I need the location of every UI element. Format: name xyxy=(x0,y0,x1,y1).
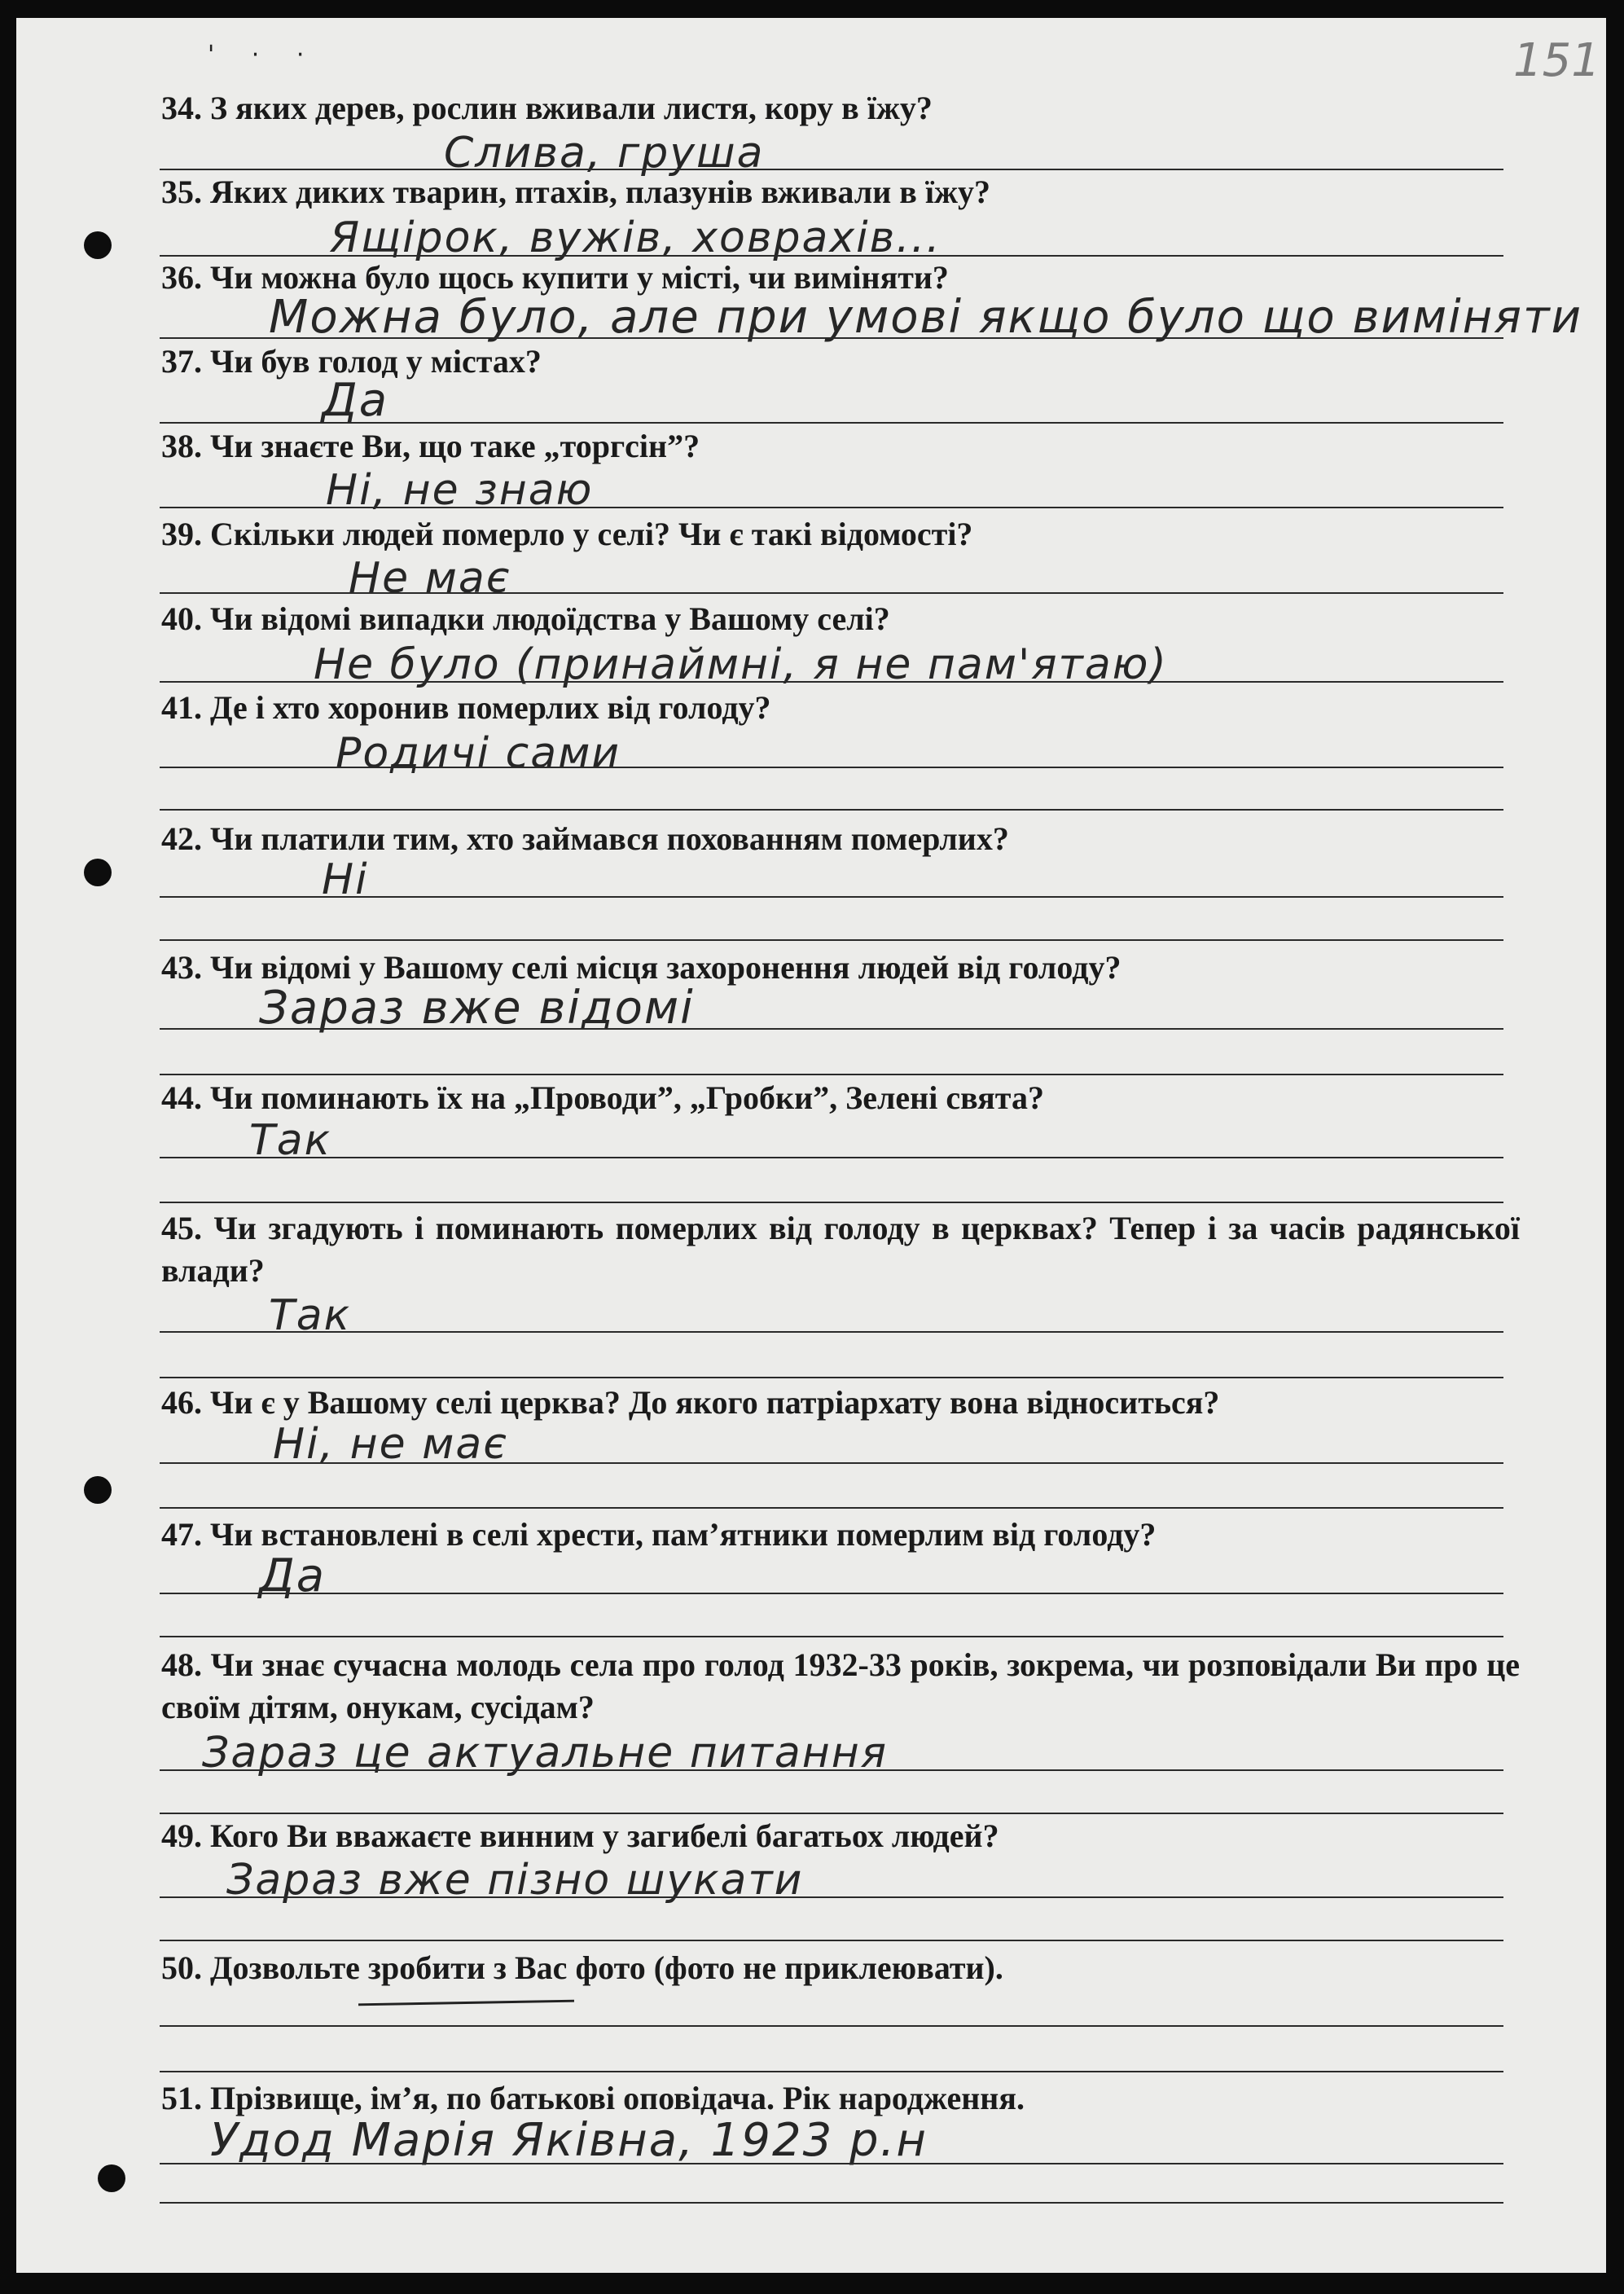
answer-46: Ні, не має xyxy=(273,1420,508,1469)
answer-49: Зараз вже пізно шукати xyxy=(226,1856,804,1905)
answer-line xyxy=(160,1769,1503,1771)
scan-edge-left xyxy=(0,0,16,2294)
question-51: 51. Прізвище, ім’я, по батькові оповідача. Рік народження. xyxy=(161,2080,1025,2116)
scan-edge-top xyxy=(0,0,1624,18)
question-43: 43. Чи відомі у Вашому селі місця захоронення людей від голоду? xyxy=(161,949,1121,986)
question-40: 40. Чи відомі випадки людоїдства у Вашому селі? xyxy=(161,600,890,637)
answer-line xyxy=(160,896,1503,898)
question-37: 37. Чи був голод у містах? xyxy=(161,343,542,380)
answer-line xyxy=(160,1940,1503,1941)
question-44: 44. Чи поминають їх на „Проводи”, „Гробки”, Зелені свята? xyxy=(161,1079,1044,1116)
answer-line xyxy=(160,939,1503,941)
question-42: 42. Чи платили тим, хто займався похованням померлих? xyxy=(161,820,1009,857)
answer-line xyxy=(160,2025,1503,2027)
page-number: 151 xyxy=(1513,34,1600,87)
answer-43: Зараз вже відомі xyxy=(259,982,695,1035)
answer-48: Зараз це актуальне питання xyxy=(202,1729,889,1778)
answer-37: Да xyxy=(322,374,389,427)
question-38: 38. Чи знаєте Ви, що таке „торгсін”? xyxy=(161,428,700,464)
question-50: 50. Дозвольте зробити з Вас фото (фото не приклеювати). xyxy=(161,1949,1003,1986)
answer-45: Так xyxy=(269,1291,352,1340)
answer-line xyxy=(160,169,1503,170)
answer-34: Слива, груша xyxy=(444,129,765,178)
answer-line xyxy=(160,1896,1503,1898)
answer-line xyxy=(160,1462,1503,1464)
punch-hole xyxy=(84,231,112,259)
answer-line xyxy=(160,1636,1503,1637)
question-35: 35. Яких диких тварин, птахів, плазунів вживали в їжу? xyxy=(161,174,990,210)
answer-47: Да xyxy=(259,1549,327,1602)
question-34: 34. З яких дерев, рослин вживали листя, кору в їжу? xyxy=(161,90,933,126)
answer-line xyxy=(160,2071,1503,2072)
answer-39: Не має xyxy=(349,554,511,603)
answer-36: Можна було, але при умові якщо було що виміняти xyxy=(269,291,1582,344)
answer-line xyxy=(160,1593,1503,1594)
answer-line xyxy=(160,1377,1503,1378)
answer-line xyxy=(160,1157,1503,1158)
scan-edge-right xyxy=(1606,0,1624,2294)
answer-35: Ящірок, вужів, ховрахів... xyxy=(330,213,941,262)
question-41: 41. Де і хто хоронив померлих від голоду? xyxy=(161,689,771,726)
question-49: 49. Кого Ви вважаєте винним у загибелі багатьох людей? xyxy=(161,1817,999,1854)
answer-line xyxy=(160,1813,1503,1814)
answer-40: Не було (принаймні, я не пам'ятаю) xyxy=(314,640,1168,689)
answer-line xyxy=(160,1074,1503,1075)
answer-line xyxy=(160,592,1503,594)
question-36: 36. Чи можна було щось купити у місті, чи виміняти? xyxy=(161,259,949,296)
answer-41: Родичі сами xyxy=(336,729,621,778)
answer-line xyxy=(160,1028,1503,1030)
answer-line xyxy=(160,2163,1503,2164)
answer-line xyxy=(160,767,1503,768)
answer-line xyxy=(160,422,1503,424)
pen-underline xyxy=(358,2000,574,2006)
scan-edge-bottom xyxy=(0,2273,1624,2294)
answer-line xyxy=(160,337,1503,339)
answer-line xyxy=(160,2202,1503,2204)
answer-line xyxy=(160,809,1503,811)
answer-line xyxy=(160,1507,1503,1509)
punch-hole xyxy=(98,2164,125,2192)
punch-hole xyxy=(84,1476,112,1504)
question-45: 45. Чи згадують і поминають померлих від голоду в церквах? Тепер і за часів радянської влади? xyxy=(161,1210,1520,1289)
top-marks: ' · · xyxy=(208,41,319,69)
question-47: 47. Чи встановлені в селі хрести, пам’ятники померлим від голоду? xyxy=(161,1516,1157,1553)
answer-51: Удод Марія Яківна, 1923 р.н xyxy=(210,2114,928,2167)
answer-line xyxy=(160,681,1503,683)
answer-44: Так xyxy=(249,1116,332,1165)
question-48: 48. Чи знає сучасна молодь села про голод 1932-33 років, зокрема, чи розповідали Ви про це своїм дітям, онукам, сусідам? xyxy=(161,1646,1520,1725)
question-39: 39. Скільки людей померло у селі? Чи є такі відомості? xyxy=(161,516,973,552)
answer-38: Ні, не знаю xyxy=(326,466,594,515)
punch-hole xyxy=(84,859,112,886)
answer-line xyxy=(160,1202,1503,1203)
answer-42: Ні xyxy=(322,855,369,904)
answer-line xyxy=(160,1331,1503,1333)
question-46: 46. Чи є у Вашому селі церква? До якого патріархату вона відноситься? xyxy=(161,1384,1220,1421)
answer-line xyxy=(160,507,1503,508)
